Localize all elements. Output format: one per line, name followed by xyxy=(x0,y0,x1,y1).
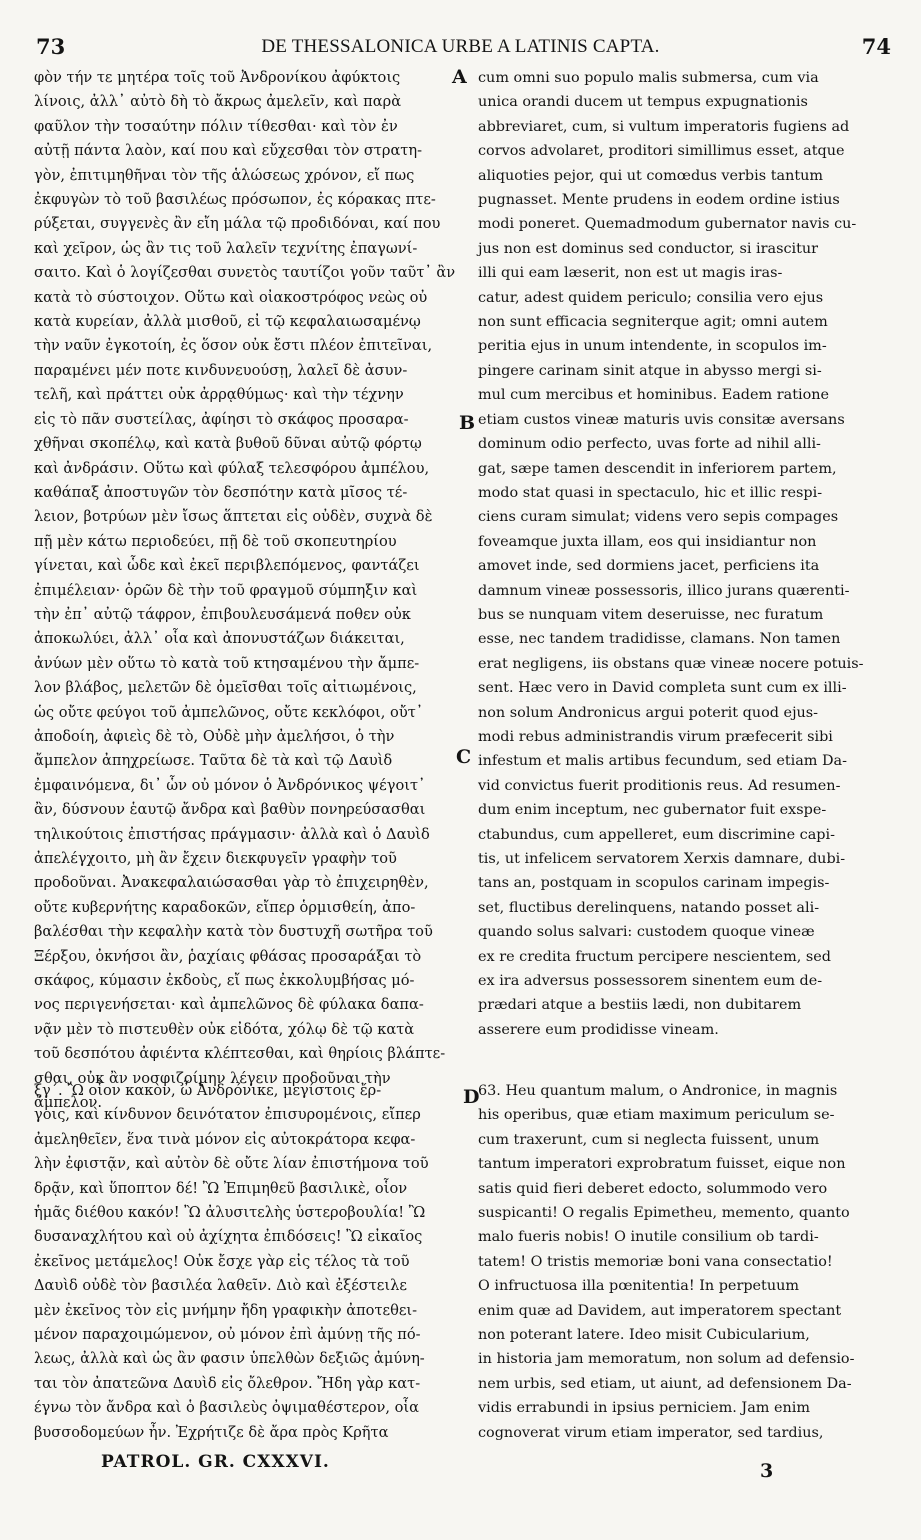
text-line: προδοῦναι. Ἀνακεφαλαιώσασθαι γὰρ τὸ ἐπιχειρηθὲν, xyxy=(34,874,429,892)
text-line: unica orandi ducem ut tempus expugnationis xyxy=(478,94,808,111)
text-line: tans an, postquam in scopulos carinam impegis- xyxy=(478,875,830,892)
text-line: satis quid fieri deberet edocto, solummodo vero xyxy=(478,1180,828,1197)
text-line: τελῆ, καὶ πράττει οὐκ ἀρρᾳθύμως· καὶ τὴν τέχνην xyxy=(34,386,404,404)
running-title: DE THESSALONICA URBE A LATINIS CAPTA. xyxy=(261,36,660,57)
text-line: pugnasset. Mente prudens in eodem ordine istius xyxy=(478,192,840,209)
text-line: ὡς οὔτε φεύγοι τοῦ ἀμπελῶνος, οὔτε κεκλόφοι, οὔτ᾽ xyxy=(34,703,424,721)
text-line: κατὰ τὸ σύστοιχον. Οὕτω καὶ οἰακοστρόφος νεὼς οὐ xyxy=(34,288,428,306)
text-line: αὐτῇ πάντα λαὸν, καί που καὶ εὔχεσθαι τὸν στρατη- xyxy=(34,142,423,160)
text-line: quando solus salvari: custodem quoque vineæ xyxy=(478,924,815,941)
text-line: ἄμπελον. xyxy=(34,1094,103,1112)
text-line: ex re credita fructum percipere nescientem, sed xyxy=(478,948,831,965)
text-line: erat negligens, iis obstans quæ vineæ nocere potuis- xyxy=(478,655,864,672)
text-line: ἀποδοίη, ἀφιεὶς δὲ τὸ, Οὐδὲ μὴν ἀμελήσοι, ὁ τὴν xyxy=(34,727,395,745)
text-line: amovet inde, sed dormiens jacet, perficiens ita xyxy=(478,558,820,575)
text-line: λειον, βοτρύων μὲν ἴσως ἅπτεται εἰς οὐδὲν, συχνὰ δὲ xyxy=(34,508,433,526)
text-line: σθαι, οὐκ ἂν νοσφιζοίμην λέγειν προδοῦναι τὴν xyxy=(34,1069,391,1087)
text-line: sent. Hæc vero in David completa sunt cum ex illi- xyxy=(478,680,847,697)
text-line: καθάπαξ ἀποστυγῶν τὸν δεσπότην κατὰ μῖσος τέ- xyxy=(34,483,408,501)
text-line: in historia jam memoratum, non solum ad defensio- xyxy=(478,1351,855,1368)
text-line: ἐκφυγὼν τὸ τοῦ βασιλέως πρόσωπον, ἐς κόρακας πτε- xyxy=(34,191,436,209)
text-line: tantum imperatori exprobratum fuisset, eique non xyxy=(478,1156,846,1173)
text-line: τοῦ δεσπότου ἀφιέντα κλέπτεσθαι, καὶ θηρίοις βλάπτε- xyxy=(34,1045,446,1063)
text-line: enim quæ ad Davidem, aut imperatorem spectant xyxy=(478,1302,842,1319)
text-line: έγνω τὸν ἄνδρα καὶ ὁ βασιλεὺς ὀψιμαθέστερον, οἷα xyxy=(34,1399,419,1417)
text-line: βυσσοδομεύων ἦν. Ἐχρήτιζε δὲ ἄρα πρὸς Κρῆτα xyxy=(34,1423,389,1441)
text-line: ἡμᾶς διέθου κακόν! Ὢ ἀλυσιτελὴς ὑστεροβουλία! Ὢ xyxy=(34,1204,426,1222)
latin-column-block-1 xyxy=(478,66,906,1038)
text-line: illi qui eam læserit, non est ut magis iras- xyxy=(478,265,783,282)
text-line: πῇ μὲν κάτω περιοδεύει, πῇ δὲ τοῦ σκοπευτηρίου xyxy=(34,532,397,550)
text-line: εἰς τὸ πᾶν συστείλας, ἀφίησι τὸ σκάφος προσαρα- xyxy=(34,410,409,428)
text-line: λεως, ἀλλὰ καὶ ὡς ἂν φασιν ὑπελθὼν δεξιῶς ἀμύνη- xyxy=(34,1350,425,1368)
text-line: τὴν ναῦν ἐγκοτοίη, ἐς ὅσον οὐκ ἔστι πλέον ἐπιτεῖναι, xyxy=(34,337,433,355)
margin-marker-d: D xyxy=(463,1086,480,1108)
text-line: λὴν ἐφιστᾷν, καὶ αὐτὸν δὲ οὔτε λίαν ἐπιστήμονα τοῦ xyxy=(34,1155,429,1173)
text-line: aliquoties pejor, qui ut comœdus verbis tantum xyxy=(478,167,824,184)
text-line: ciens curam simulat; videns vero sepis compages xyxy=(478,509,839,526)
text-line: bus se nunquam vitem deseruisse, nec furatum xyxy=(478,606,824,623)
text-line: asserere eum prodidisse vineam. xyxy=(478,1021,719,1038)
text-line: nem urbis, sed etiam, ut aiunt, ad defensionem Da- xyxy=(478,1375,852,1392)
margin-marker-a: A xyxy=(452,66,467,88)
text-line: ται τὸν ἀπατεῶνα Δαυὶδ εἰς ὄλεθρον. Ἤδη γὰρ κατ- xyxy=(34,1374,421,1392)
text-line: cum omni suo populo malis submersa, cum via xyxy=(478,70,819,86)
text-line: σαιτο. Καὶ ὁ λογίζεσθαι συνετὸς ταυτίζοι γοῦν ταῦτ᾽ ἂν xyxy=(34,264,456,282)
text-line: ctabundus, cum appelleret, eum discrimine capi- xyxy=(478,826,835,843)
latin-column-block-2 xyxy=(478,1079,906,1461)
text-line: ἐκεῖνος μετάμελος! Οὐκ ἔσχε γὰρ εἰς τέλος τὰ τοῦ xyxy=(34,1252,410,1270)
text-line: foveamque juxta illam, eos qui insidiantur non xyxy=(478,533,817,550)
text-line: O infructuosa illa pœnitentia! In perpetuum xyxy=(478,1278,800,1295)
text-line: λον βλάβος, μελετῶν δὲ ὀμεῖσθαι τοῖς αἰτιωμένοις, xyxy=(34,679,417,697)
text-line: dum enim inceptum, nec gubernator fuit exspe- xyxy=(478,802,827,819)
footer-sheet-number: 3 xyxy=(760,1460,774,1482)
text-line: etiam custos vineæ maturis uvis consitæ aversans xyxy=(478,411,845,428)
text-line: infestum et malis artibus fecundum, sed etiam Da- xyxy=(478,753,847,770)
text-line: mul cum mercibus et hominibus. Eadem ratione xyxy=(478,387,830,404)
footer-signature: PATROL. GR. CXXXVI. xyxy=(101,1452,330,1472)
text-line: ex ira adversus possessorem sinentem eum de- xyxy=(478,973,823,990)
text-line: νᾷν μὲν τὸ πιστευθὲν οὐκ εἰδότα, χόλῳ δὲ τῷ κατὰ xyxy=(34,1020,415,1038)
text-line: abbreviaret, cum, si vultum imperatoris fugiens ad xyxy=(478,118,850,135)
text-line: ἐπιμέλειαν· ὁρῶν δὲ τὴν τοῦ φραγμοῦ σύμπηξιν καὶ xyxy=(34,581,418,599)
text-line: ἀμεληθεῖεν, ἕνα τινὰ μόνον εἰς αὐτοκράτορα κεφα- xyxy=(34,1130,416,1148)
text-line: τὴν ἐπ᾽ αὐτῷ τάφρον, ἐπιβουλευσάμενά ποθεν οὐκ xyxy=(34,605,411,623)
text-line: prædari atque a bestiis lædi, non dubitarem xyxy=(478,997,802,1014)
text-line: cognoverat virum etiam imperator, sed tardius, xyxy=(478,1424,824,1441)
text-line: ἄμπελον ἀπηχρείωσε. Ταῦτα δὲ τὰ καὶ τῷ Δαυὶδ xyxy=(34,752,393,770)
text-line: non solum Andronicus argui poterit quod ejus- xyxy=(478,704,819,721)
text-line: vidis errabundi in ipsius perniciem. Jam enim xyxy=(478,1400,811,1417)
text-line: suspicanti! O regalis Epimetheu, memento, quanto xyxy=(478,1205,850,1222)
text-line: 63. Heu quantum malum, o Andronice, in magnis xyxy=(478,1083,838,1099)
text-line: σκάφος, κύμασιν ἐκδοὺς, εἴ πως ἐκκολυμβήσας μό- xyxy=(34,972,415,990)
text-line: peritia ejus in unum intendente, in scopulos im- xyxy=(478,338,827,355)
text-line: ἀνύων μὲν οὕτω τὸ κατὰ τοῦ κτησαμένου τὴν ἄμπε- xyxy=(34,654,420,672)
text-line: βαλέσθαι τὴν κεφαλὴν κατὰ τὸν δυστυχῆ σωτῆρα τοῦ xyxy=(34,923,433,941)
text-line: set, fluctibus derelinquens, natando posset ali- xyxy=(478,899,820,916)
text-line: malo fueris nobis! O inutile consilium ob tardi- xyxy=(478,1229,819,1246)
text-line: pingere carinam sinit atque in abysso mergi si- xyxy=(478,362,822,379)
text-line: ἐμφαινόμενα, δι᾽ ὧν οὐ μόνον ὁ Ἀνδρόνικος ψέγοιτ᾽ xyxy=(34,776,426,794)
margin-marker-b: B xyxy=(459,412,476,434)
text-line: damnum vineæ possessoris, illico jurans quærenti- xyxy=(478,582,850,599)
text-line: ἂν, δύσνουν ἑαυτῷ ἄνδρα καὶ βαθὺν πονηρεύσασθαι xyxy=(34,801,426,819)
text-line: non sunt efficacia segniterque agit; omni autem xyxy=(478,314,828,331)
text-line: catur, adest quidem periculo; consilia vero ejus xyxy=(478,289,824,306)
text-line: φὸν τήν τε μητέρα τοῖς τοῦ Ἀνδρονίκου ἀφύκτοις xyxy=(34,69,401,86)
text-line: tis, ut infelicem servatorem Xerxis damnare, dubi- xyxy=(478,851,846,867)
text-line: μὲν ἐκεῖνος τὸν εἰς μνήμην ἤδη γραφικὴν ἀποτεθει- xyxy=(34,1301,418,1319)
text-line: jus non est dominus sed conductor, si irascitur xyxy=(478,240,819,257)
text-line: κατὰ κυρείαν, ἀλλὰ μισθοῦ, εἰ τῷ κεφαλαιωσαμένῳ xyxy=(34,313,421,331)
text-line: Ξέρξου, ὀκνήσοι ἂν, ῥαχίαις φθάσας προσαράξαι τὸ xyxy=(34,947,422,965)
text-line: his operibus, quæ etiam maximum periculum se- xyxy=(478,1107,835,1124)
text-line: τηλικούτοις ἐπιστήσας πράγμασιν· ἀλλὰ καὶ ὁ Δαυὶδ xyxy=(34,825,430,843)
text-line: ἀπελέγχοιτο, μὴ ἂν ἔχειν διεκφυγεῖν γραφὴν τοῦ xyxy=(34,850,397,867)
text-line: non poterant latere. Ideo misit Cubicularium, xyxy=(478,1327,810,1344)
text-line: ἀποκωλύει, ἀλλ᾽ οἷα καὶ ἀπονυστάζων διάκειται, xyxy=(34,630,405,648)
text-line: καὶ χεῖρον, ὡς ἂν τις τοῦ λαλεῖν τεχνίτης ἐπαγωνί- xyxy=(34,239,418,257)
text-line: παραμένει μέν ποτε κινδυνευούσῃ, λαλεῖ δὲ ἀσυν- xyxy=(34,361,408,379)
text-line: Δαυὶδ οὐδὲ τὸν βασιλέα λαθεῖν. Διὸ καὶ ἐξέστειλε xyxy=(34,1277,407,1295)
text-line: modi rebus administrandis virum præfecerit sibi xyxy=(478,728,833,745)
text-line: δρᾷν, καὶ ὕποπτον δέ! Ὢ Ἐπιμηθεῦ βασιλικὲ, οἷον xyxy=(34,1179,408,1197)
text-line: tatem! O tristis memoriæ boni vana consectatio! xyxy=(478,1253,833,1270)
text-line: νος περιγενήσεται· καὶ ἀμπελῶνος δὲ φύλακα δαπα- xyxy=(34,996,424,1014)
text-line: ρύξεται, συγγενὲς ἂν εἴη μάλα τῷ προδιδόναι, καί που xyxy=(34,215,441,233)
page-header xyxy=(0,34,921,64)
text-line: dominum odio perfecto, uvas forte ad nihil alli- xyxy=(478,436,821,453)
text-line: esse, nec tandem tradidisse, clamans. Non tamen xyxy=(478,631,841,648)
text-line: γοις, καὶ κίνδυνον δεινότατον ἐπισυρομένοις, εἴπερ xyxy=(34,1106,421,1124)
text-line: μένον παραχοιμώμενον, οὐ μόνον ἐπὶ ἀμύνῃ τῆς πό- xyxy=(34,1326,421,1344)
text-line: modi poneret. Quemadmodum gubernator navis cu- xyxy=(478,216,857,233)
text-line: οὔτε κυβερνήτης καραδοκῶν, εἴπερ ὁρμισθείη, ἀπο- xyxy=(34,898,416,916)
margin-marker-c: C xyxy=(456,746,472,768)
text-line: cum traxerunt, cum si neglecta fuissent, unum xyxy=(478,1131,820,1148)
page-number-right: 74 xyxy=(861,34,891,59)
greek-column-block-2 xyxy=(34,1079,459,1449)
text-line: λίνοις, ἀλλ᾽ αὐτὸ δὴ τὸ ἄκρως ἀμελεῖν, καὶ παρὰ xyxy=(34,93,402,111)
text-line: γὸν, ἐπιτιμηθῆναι τὸν τῆς ἁλώσεως χρόνον, εἴ πως xyxy=(34,166,415,184)
text-line: χθῆναι σκοπέλῳ, καὶ κατὰ βυθοῦ δῦναι αὐτῷ φόρτῳ xyxy=(34,435,422,453)
text-line: φαῦλον τὴν τοσαύτην πόλιν τίθεσθαι· καὶ τὸν ἐν xyxy=(34,117,398,135)
text-line: corvos advolaret, proditori simillimus esset, atque xyxy=(478,143,845,160)
page-number-left: 73 xyxy=(36,34,66,59)
text-line: modo stat quasi in spectaculo, hic et illic respi- xyxy=(478,484,823,501)
text-line: γίνεται, καὶ ὧδε καὶ ἐκεῖ περιβλεπόμενος, φαντάζει xyxy=(34,557,420,575)
text-line: vid convictus fuerit proditionis reus. Ad resumen- xyxy=(478,777,841,794)
text-line: gat, sæpe tamen descendit in inferiorem partem, xyxy=(478,460,837,477)
text-line: ξγ΄. Ὢ οἷον κακὸν, ὦ Ἀνδρόνικε, μεγίστοις ἔρ- xyxy=(34,1082,382,1099)
text-line: δυσαναχλήτου καὶ οὐ ἀχίχητα ἐπιδόσεις! Ὢ εἰκαῖος xyxy=(34,1228,423,1246)
text-line: καὶ ἀνδράσιν. Οὕτω καὶ φύλαξ τελεσφόρου ἀμπέλου, xyxy=(34,459,430,477)
